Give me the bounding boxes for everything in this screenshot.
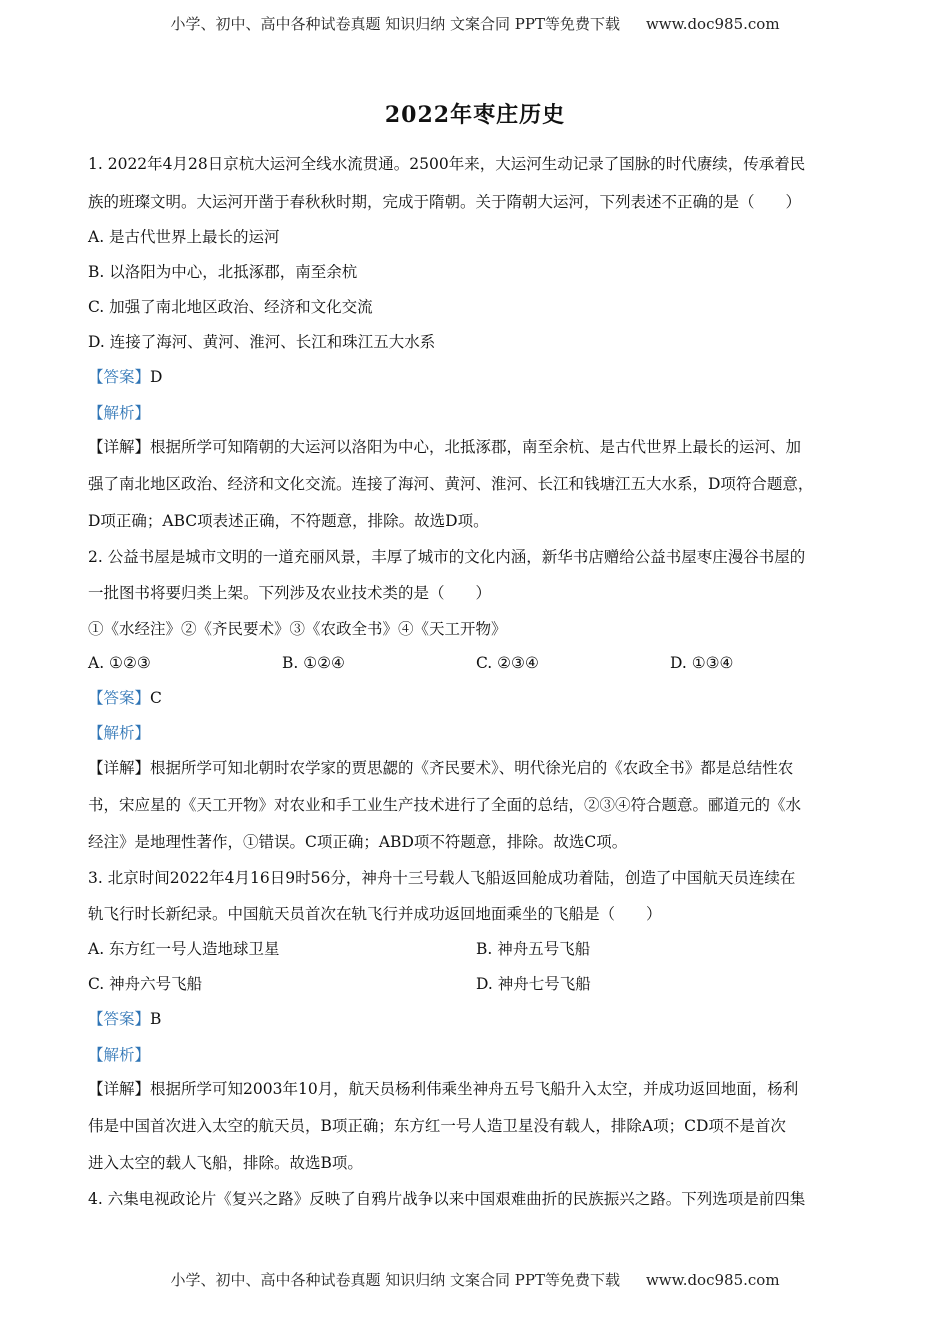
q3-option-b: B. 神舟五号飞船 (476, 940, 591, 958)
q2-detail-line-3: 经注》是地理性著作，①错误。C项正确；ABD项不符题意，排除。故选C项。 (88, 833, 628, 851)
q1-answer (88, 367, 162, 387)
q2-option-b: B. ①②④ (282, 654, 345, 672)
q1-detail-line-1 (88, 437, 801, 457)
q1-option-b: B. 以洛阳为中心，北抵涿郡，南至余杭 (88, 263, 358, 281)
q2-analysis (88, 723, 150, 743)
detail-text: 根据所学可知北朝时农学家的贾思勰的《齐民要术》、明代徐光启的《农政全书》都是总结性农 (150, 759, 794, 777)
q1-option-c: C. 加强了南北地区政治、经济和文化交流 (88, 298, 373, 316)
q3-detail-line-2: 伟是中国首次进入太空的航天员，B项正确；东方红一号人造卫星没有载人，排除A项；CD项不是首次 (88, 1117, 786, 1135)
detail-tag: 【详解】 (88, 438, 151, 456)
q1-detail-line-2: 强了南北地区政治、经济和文化交流。连接了海河、黄河、淮河、长江和钱塘江五大水系，D项符合题意， (88, 475, 814, 493)
q4-stem-line-1: 4. 六集电视政论片《复兴之路》反映了自鸦片战争以来中国艰难曲折的民族振兴之路。下列选项是前四集 (88, 1190, 806, 1208)
q2-detail-line-2: 书，宋应星的《天工开物》对农业和手工业生产技术进行了全面的总结，②③④符合题意。郦道元的《水 (88, 796, 802, 814)
q1-option-d: D. 连接了海河、黄河、淮河、长江和珠江五大水系 (88, 333, 436, 351)
analysis-tag: 【解析】 (88, 1046, 151, 1064)
page-header (0, 13, 950, 34)
analysis-tag: 【解析】 (88, 404, 151, 422)
answer-value: D (150, 368, 163, 386)
page-title: 2022年枣庄历史 (384, 102, 566, 128)
detail-text: 根据所学可知2003年10月，航天员杨利伟乘坐神舟五号飞船升入太空，并成功返回地面，杨利 (150, 1080, 799, 1098)
q3-stem-line-2: 轨飞行时长新纪录。中国航天员首次在轨飞行并成功返回地面乘坐的飞船是（ ） (88, 905, 662, 923)
q2-stem-line-2: 一批图书将要归类上架。下列涉及农业技术类的是（ ） (88, 584, 492, 602)
q1-option-a: A. 是古代世界上最长的运河 (88, 228, 280, 246)
answer-tag: 【答案】 (88, 368, 151, 386)
detail-tag: 【详解】 (88, 1080, 151, 1098)
footer-text: 小学、初中、高中各种试卷真题 知识归纳 文案合同 PPT等免费下载 (170, 1271, 620, 1289)
q3-option-c: C. 神舟六号飞船 (88, 975, 203, 993)
q3-answer (88, 1009, 161, 1029)
footer-site-link[interactable]: www.doc985.com (645, 1271, 780, 1289)
detail-text: 根据所学可知隋朝的大运河以洛阳为中心，北抵涿郡，南至余杭、是古代世界上最长的运河、加 (150, 438, 802, 456)
answer-tag: 【答案】 (88, 1010, 151, 1028)
header-text: 小学、初中、高中各种试卷真题 知识归纳 文案合同 PPT等免费下载 (170, 15, 620, 33)
q2-detail-line-1 (88, 758, 793, 778)
q2-option-c: C. ②③④ (476, 654, 539, 672)
q2-stem-line-3: ①《水经注》②《齐民要术》③《农政全书》④《天工开物》 (88, 620, 507, 638)
q1-detail-line-3: D项正确；ABC项表述正确，不符题意，排除。故选D项。 (88, 512, 489, 530)
q3-detail-line-1 (88, 1079, 798, 1099)
q3-stem-line-1: 3. 北京时间2022年4月16日9时56分，神舟十三号载人飞船返回舱成功着陆，创造了中国航天员连续在 (88, 869, 796, 887)
q3-analysis (88, 1045, 150, 1065)
q2-answer (88, 688, 162, 708)
q3-option-d: D. 神舟七号飞船 (476, 975, 591, 993)
q2-stem-line-1: 2. 公益书屋是城市文明的一道充丽风景，丰厚了城市的文化内涵，新华书店赠给公益书屋枣庄漫谷书屋的 (88, 548, 806, 566)
q2-option-d: D. ①③④ (670, 654, 734, 672)
q1-stem-line-2: 族的班璨文明。大运河开凿于春秋秋时期，完成于隋朝。关于隋朝大运河，下列表述不正确的是（ ） (88, 193, 802, 211)
q2-option-a: A. ①②③ (88, 654, 151, 672)
header-site-link[interactable]: www.doc985.com (645, 15, 780, 33)
q3-option-a: A. 东方红一号人造地球卫星 (88, 940, 280, 958)
answer-value: B (150, 1010, 162, 1028)
q1-analysis (88, 403, 150, 423)
page-footer (0, 1269, 950, 1290)
q1-stem-line-1: 1. 2022年4月28日京杭大运河全线水流贯通。2500年来，大运河生动记录了国脉的时代赓续，传承着民 (88, 155, 806, 173)
q3-detail-line-3: 进入太空的载人飞船，排除。故选B项。 (88, 1154, 363, 1172)
answer-tag: 【答案】 (88, 689, 151, 707)
analysis-tag: 【解析】 (88, 724, 151, 742)
answer-value: C (150, 689, 162, 707)
detail-tag: 【详解】 (88, 759, 151, 777)
